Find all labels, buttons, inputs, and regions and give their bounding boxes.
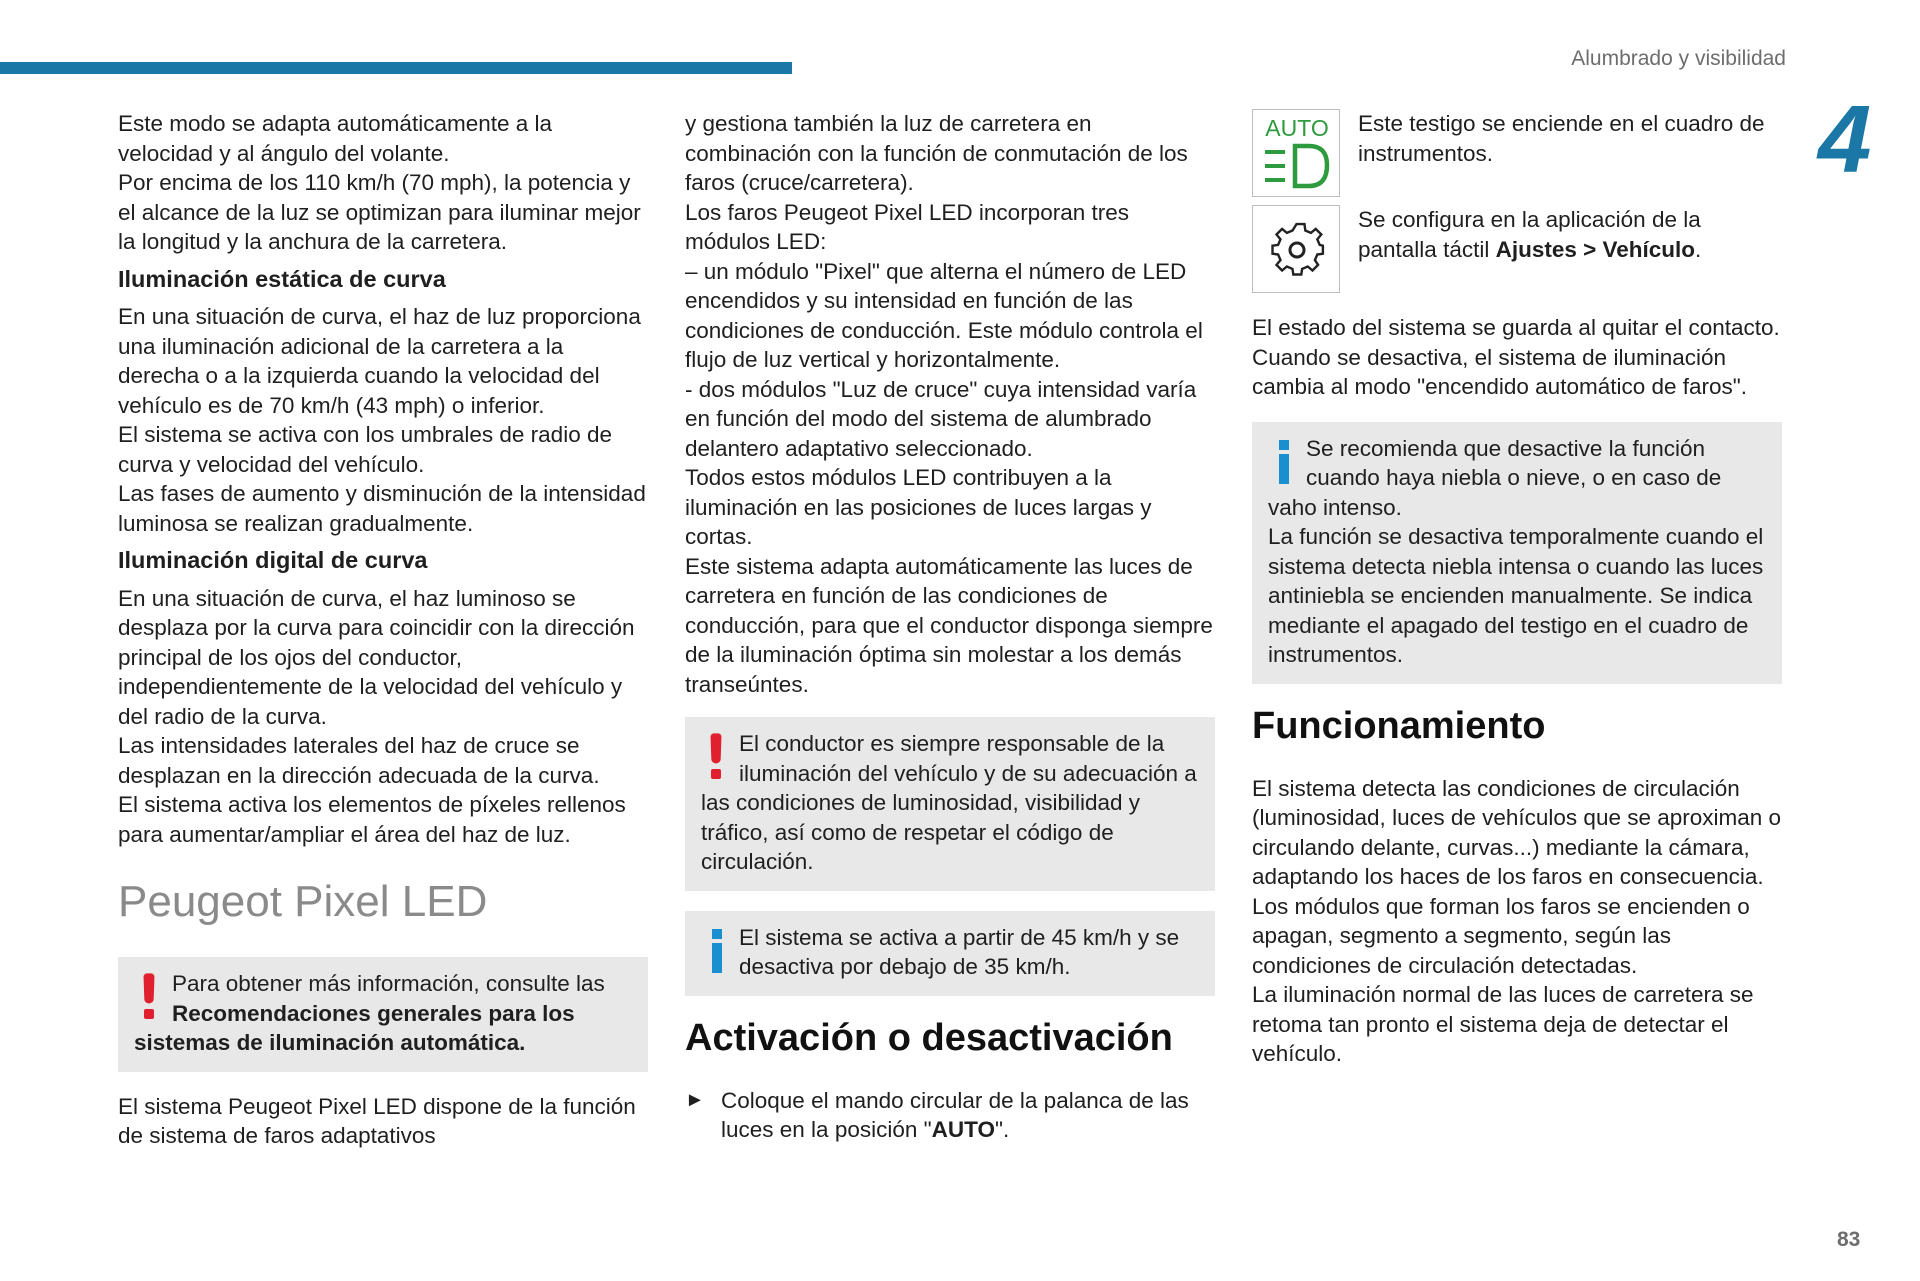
subheading-static-curve: Iluminación estática de curva [118, 265, 446, 292]
paragraph: El estado del sistema se guarda al quitar el contacto. [1252, 315, 1780, 340]
note-reference: Recomendaciones generales para los sistemas de iluminación automática. [134, 1000, 575, 1055]
indicator-row [1252, 109, 1782, 197]
indicator-description: Este testigo se enciende en el cuadro de instrumentos. [1358, 111, 1765, 166]
section-heading-operation: Funcionamiento [1252, 704, 1546, 747]
instruction-text [721, 1086, 1215, 1145]
auto-label: AUTO [1265, 115, 1329, 141]
subheading-digital-curve: Iluminación digital de curva [118, 547, 428, 573]
page-number: 83 [1837, 1228, 1861, 1251]
info-icon [1268, 434, 1300, 486]
settings-description [1358, 205, 1782, 293]
section-heading-activation: Activación o desactivación [685, 1016, 1173, 1059]
gear-icon [1252, 205, 1340, 293]
settings-text: Se configura en la aplicación de la pantalla táctil [1358, 207, 1701, 262]
paragraph: El sistema Peugeot Pixel LED dispone de la función de sistema de faros adaptativos [118, 1093, 636, 1148]
paragraph: Los módulos que forman los faros se encienden o apagan, segmento a segmento, según las condiciones de circulación detectadas. [1252, 893, 1750, 978]
arrow-right-icon: ► [685, 1088, 705, 1111]
paragraph: En una situación de curva, el haz de luz proporciona una iluminación adicional de la carretera a la derecha o a la izquierda cuando la velocidad del vehículo es de 70 km/h (43 mph) o inferior. [118, 304, 641, 418]
auto-headlamp-indicator-icon [1252, 109, 1340, 197]
paragraph: El sistema activa los elementos de píxeles rellenos para aumentar/ampliar el área del haz de luz. [118, 792, 626, 847]
note-text: El sistema se activa a partir de 45 km/h y se desactiva por debajo de 35 km/h. [739, 924, 1180, 979]
settings-path: Ajustes > Vehículo [1495, 236, 1696, 262]
note-text: Para obtener más información, consulte las [172, 971, 605, 996]
paragraph: – un módulo "Pixel" que alterna el número de LED encendidos y su intensidad en función de las condiciones de conducción. Este módulo controla el flujo de luz vertical y horizontalmente. [685, 258, 1203, 372]
paragraph: Por encima de los 110 km/h (70 mph), la potencia y el alcance de la luz se optimizan para iluminar mejor la longitud y la anchura de la carretera. [118, 170, 641, 254]
note-text: Se recomienda que desactive la función cuando haya niebla o nieve, o en caso de vaho intenso. [1268, 435, 1722, 520]
paragraph: El sistema detecta las condiciones de circulación (luminosidad, luces de vehículos que se aproximan o circulando delante, curvas...) mediante la cámara, adaptando los haces de los faros en consecuencia. [1252, 775, 1782, 889]
paragraph: y gestiona también la luz de carretera en combinación con la función de conmutación de los faros (cruce/carretera). [685, 111, 1188, 195]
warning-note [685, 717, 1215, 891]
info-note [685, 911, 1215, 996]
column-1 [118, 109, 648, 1151]
warning-exclamation-icon [701, 729, 733, 781]
instruction-step [685, 1086, 1215, 1145]
paragraph: Las fases de aumento y disminución de la intensidad luminosa se realizan gradualmente. [118, 481, 646, 536]
header-accent-bar [0, 62, 792, 74]
paragraph: La iluminación normal de las luces de carretera se retoma tan pronto el sistema deja de detectar el vehículo. [1252, 982, 1754, 1066]
section-heading-pixel-led: Peugeot Pixel LED [118, 877, 488, 926]
paragraph: - dos módulos "Luz de cruce" cuya intensidad varía en función del modo del sistema de alumbrado delantero adaptativo seleccionado. [685, 376, 1197, 461]
instruction-position: AUTO [931, 1117, 995, 1142]
section-title: Alumbrado y visibilidad [1571, 47, 1786, 70]
instruction-suffix: ". [994, 1117, 1010, 1142]
column-2 [685, 109, 1215, 1145]
settings-suffix: . [1695, 236, 1702, 262]
paragraph: El sistema se activa con los umbrales de radio de curva y velocidad del vehículo. [118, 422, 612, 477]
column-3 [1252, 109, 1782, 1069]
settings-row [1252, 205, 1782, 293]
paragraph: Los faros Peugeot Pixel LED incorporan tres módulos LED: [685, 199, 1129, 254]
paragraph: Todos estos módulos LED contribuyen a la iluminación en las posiciones de luces largas y cortas. [685, 465, 1152, 549]
paragraph: Las intensidades laterales del haz de cruce se desplazan en la dirección adecuada de la curva. [118, 733, 600, 788]
warning-note [118, 957, 648, 1072]
info-icon [701, 923, 733, 975]
instruction-prefix: Coloque el mando circular de la palanca de las luces en la posición " [721, 1087, 1189, 1142]
note-text: El conductor es siempre responsable de la iluminación del vehículo y de su adecuación a las condiciones de luminosidad, visibilidad y tráfico, así como de respetar el código de circulación. [701, 731, 1197, 874]
info-note [1252, 422, 1782, 684]
paragraph: Este modo se adapta automáticamente a la velocidad y al ángulo del volante. [118, 111, 553, 166]
paragraph: En una situación de curva, el haz luminoso se desplaza por la curva para coincidir con la dirección principal de los ojos del conductor, independientemente de la velocidad del vehículo y del radio de la curva. [118, 585, 635, 729]
paragraph: Este sistema adapta automáticamente las luces de carretera en función de las condiciones de conducción, para que el conductor disponga siempre de la iluminación óptima sin molestar a los demás transeúntes. [685, 553, 1213, 697]
note-text: La función se desactiva temporalmente cuando el sistema detecta niebla intensa o cuando las luces antiniebla se encienden manualmente. Se indica mediante el apagado del testigo en el cuadro de instrumentos. [1268, 524, 1764, 667]
warning-exclamation-icon [134, 969, 166, 1021]
chapter-number: 4 [1818, 86, 1868, 193]
paragraph: Cuando se desactiva, el sistema de iluminación cambia al modo "encendido automático de faros". [1252, 344, 1748, 399]
